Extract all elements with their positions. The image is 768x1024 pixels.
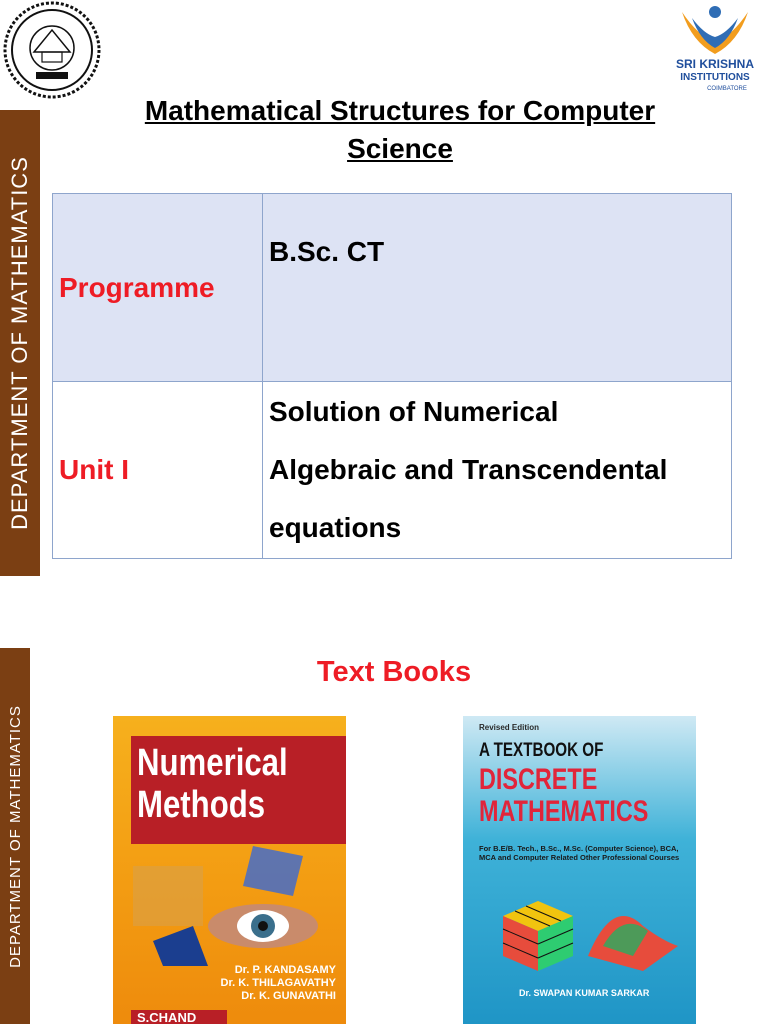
book-title-line: Methods	[137, 784, 266, 826]
book-title-line: DISCRETE	[479, 763, 598, 796]
cover-art-icon	[113, 846, 346, 966]
logo-right-line3: COIMBATORE	[707, 86, 747, 92]
publisher-label: S.CHAND	[131, 1010, 227, 1024]
book-title-line: Numerical	[137, 742, 288, 784]
book-title	[137, 742, 288, 826]
author-line: Dr. K. GUNAVATHI	[241, 990, 336, 1002]
book-cover-discrete-mathematics	[463, 716, 696, 1024]
book-author: Dr. SWAPAN KUMAR SARKAR	[519, 988, 650, 998]
slide-title: Mathematical Structures for Computer Science	[144, 95, 656, 164]
sri-krishna-logo-icon	[670, 2, 760, 94]
department-label: DEPARTMENT OF MATHEMATICS	[7, 156, 33, 530]
book-title-line: MATHEMATICS	[479, 795, 649, 828]
unit-value-line: equations	[269, 512, 402, 543]
book-subtitle: For B.E/B. Tech., B.Sc., M.Sc. (Computer Science), BCA, MCA and Computer Related Other Professional Courses	[479, 844, 680, 862]
programme-value: B.Sc. CT	[263, 194, 732, 382]
info-table	[52, 193, 732, 559]
logo-right-line1: SRI KRISHNA	[675, 57, 755, 71]
edition-label: Revised Edition	[479, 723, 540, 732]
department-side-band	[0, 648, 30, 1024]
table-row	[53, 194, 732, 382]
department-label: DEPARTMENT OF MATHEMATICS	[6, 704, 24, 968]
college-seal-icon	[2, 0, 102, 100]
book-authors	[221, 964, 337, 1003]
book-cover-numerical-methods	[113, 716, 346, 1024]
unit-value-line: Algebraic and Transcendental	[269, 454, 668, 485]
table-row	[53, 382, 732, 559]
author-line: Dr. P. KANDASAMY	[234, 964, 336, 976]
rubiks-cube-icon	[493, 886, 683, 981]
logo-right-line2: INSTITUTIONS	[680, 72, 750, 83]
programme-label: Programme	[53, 194, 263, 382]
book-title	[479, 764, 648, 828]
book-title-prefix: A TEXTBOOK OF	[479, 740, 604, 761]
text-books-heading: Text Books	[316, 656, 472, 688]
unit-value-line: Solution of Numerical	[269, 396, 559, 427]
unit-value	[263, 382, 732, 559]
department-side-band	[0, 110, 40, 576]
unit-label: Unit I	[53, 382, 263, 559]
author-line: Dr. K. THILAGAVATHY	[220, 977, 336, 989]
